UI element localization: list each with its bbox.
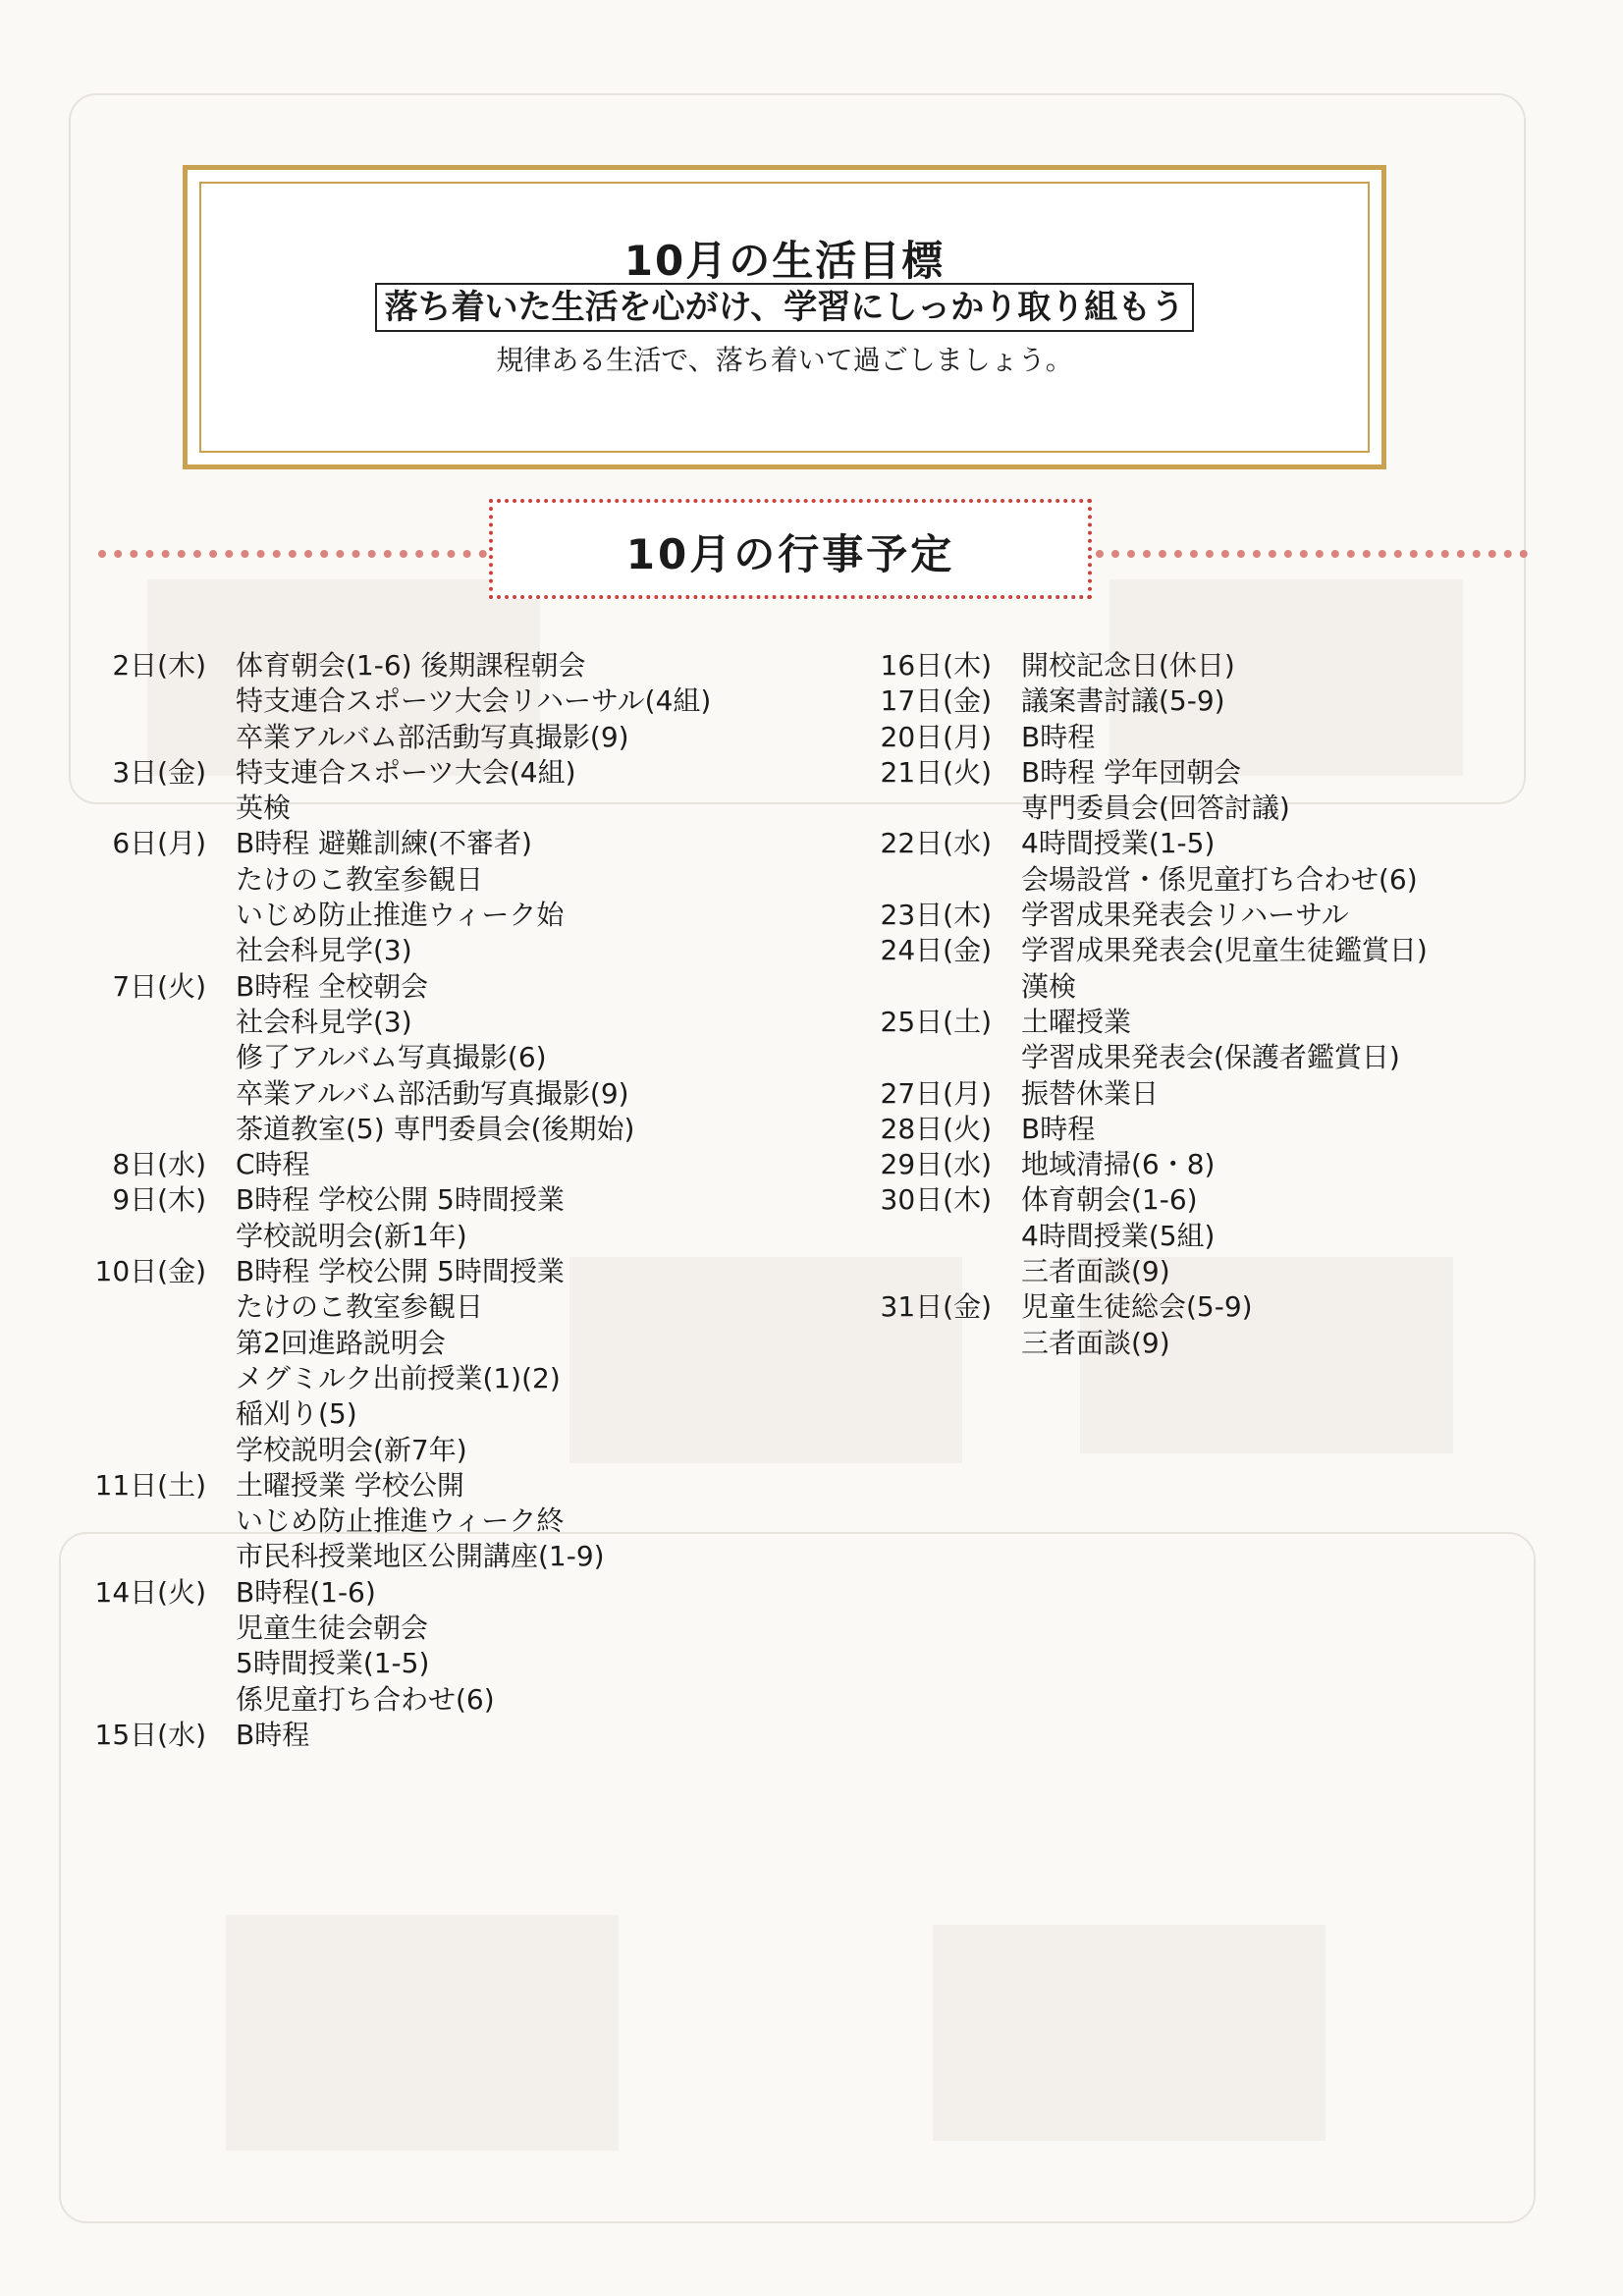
schedule-items: [236, 1182, 805, 1254]
schedule-item: 土曜授業 学校公開: [236, 1468, 464, 1502]
schedule-item: 社会科見学(3): [236, 1005, 412, 1038]
schedule-items: [1021, 826, 1591, 898]
schedule-date: 8日(水): [112, 1148, 206, 1181]
schedule-items: [1021, 648, 1591, 683]
schedule-item: 体育朝会(1-6): [1021, 1183, 1198, 1217]
schedule-item: 4時間授業(5組): [1021, 1219, 1216, 1252]
events-title-box: [489, 499, 1092, 599]
schedule-date: 10日(金): [94, 1255, 206, 1288]
schedule-date: 16日(木): [880, 649, 992, 682]
schedule-entry: [59, 1254, 805, 1468]
schedule-entry: [59, 826, 805, 968]
schedule-items: [1021, 755, 1591, 827]
schedule-date: 25日(土): [880, 1005, 992, 1038]
schedule-entry: [59, 1718, 805, 1753]
goal-slogan-row: [188, 283, 1381, 332]
dotted-rule-left: [98, 550, 487, 558]
schedule-items: [236, 648, 805, 755]
schedule-date: 9日(木): [112, 1183, 206, 1217]
schedule-items: [236, 755, 805, 827]
schedule-items: [1021, 1076, 1591, 1112]
schedule-item: 開校記念日(休日): [1021, 649, 1235, 682]
schedule-date: 7日(火): [112, 969, 206, 1003]
schedule-item: 学習成果発表会(児童生徒鑑賞日): [1021, 934, 1428, 967]
schedule-item: 係児童打ち合わせ(6): [236, 1682, 495, 1716]
schedule-item: 体育朝会(1-6) 後期課程朝会: [236, 649, 586, 682]
schedule-entry: [844, 898, 1591, 933]
schedule-entry: [59, 1182, 805, 1254]
schedule-entry: [844, 720, 1591, 755]
schedule-item: B時程 学校公開 5時間授業: [236, 1255, 565, 1288]
schedule-item: メグミルク出前授業(1)(2): [236, 1361, 561, 1394]
schedule-date: 14日(火): [94, 1575, 206, 1609]
schedule-entry: [844, 683, 1591, 719]
schedule-item: 特支連合スポーツ大会(4組): [236, 755, 576, 789]
schedule-item: 特支連合スポーツ大会リハーサル(4組): [236, 684, 712, 718]
schedule-item: 土曜授業: [1021, 1005, 1132, 1038]
schedule-entry: [844, 1147, 1591, 1182]
schedule-item: 4時間授業(1-5): [1021, 827, 1216, 860]
schedule-item: 会場設営・係児童打ち合わせ(6): [1021, 862, 1418, 896]
schedule-items: [236, 1147, 805, 1182]
schedule-item: 卒業アルバム部活動写真撮影(9): [236, 1076, 629, 1110]
schedule-item: 卒業アルバム部活動写真撮影(9): [236, 720, 629, 753]
schedule-item: 児童生徒会朝会: [236, 1612, 429, 1645]
schedule-entry: [844, 755, 1591, 827]
dotted-rule-right: [1096, 550, 1528, 558]
schedule-item: いじめ防止推進ウィーク始: [236, 899, 565, 932]
schedule-item: たけのこ教室参観日: [236, 1290, 484, 1324]
monthly-goal-box: [183, 165, 1386, 469]
schedule-entry: [844, 1005, 1591, 1076]
schedule-items: [1021, 1112, 1591, 1147]
background-photo: [933, 1925, 1325, 2141]
schedule-items: [1021, 933, 1591, 1005]
schedule-left-column: [59, 648, 805, 1753]
schedule-entry: [59, 1147, 805, 1182]
schedule-item: たけのこ教室参観日: [236, 862, 484, 896]
schedule-items: [1021, 1005, 1591, 1076]
schedule-item: 専門委員会(回答討議): [1021, 792, 1290, 825]
schedule-item: 社会科見学(3): [236, 934, 412, 967]
schedule-entry: [844, 1182, 1591, 1289]
schedule-entry: [59, 648, 805, 755]
schedule-date: 24日(金): [880, 934, 992, 967]
schedule-item: C時程: [236, 1148, 310, 1181]
schedule-item: 第2回進路説明会: [236, 1326, 446, 1359]
schedule-item: いじめ防止推進ウィーク終: [236, 1504, 565, 1538]
schedule-item: B時程(1-6): [236, 1575, 376, 1609]
schedule-date: 17日(金): [880, 684, 992, 718]
schedule-item: 茶道教室(5) 専門委員会(後期始): [236, 1112, 635, 1145]
schedule-right-column: [844, 648, 1591, 1361]
schedule-item: 学校説明会(新1年): [236, 1219, 467, 1252]
schedule-item: 修了アルバム写真撮影(6): [236, 1041, 547, 1074]
schedule-date: 11日(土): [94, 1468, 206, 1502]
schedule-items: [1021, 1289, 1591, 1361]
schedule-items: [236, 1575, 805, 1718]
schedule-item: 学習成果発表会(保護者鑑賞日): [1021, 1041, 1400, 1074]
schedule-items: [236, 1254, 805, 1468]
schedule-date: 20日(月): [880, 720, 992, 753]
schedule-item: 三者面談(9): [1021, 1326, 1170, 1359]
schedule-items: [1021, 898, 1591, 933]
schedule-item: 振替休業日: [1021, 1076, 1160, 1110]
schedule-date: 6日(月): [112, 827, 206, 860]
schedule-date: 31日(金): [880, 1290, 992, 1324]
schedule-item: B時程 避難訓練(不審者): [236, 827, 532, 860]
schedule-entry: [59, 1575, 805, 1718]
schedule-date: 22日(水): [880, 827, 992, 860]
schedule-date: 15日(水): [94, 1718, 206, 1751]
schedule-items: [236, 1468, 805, 1575]
schedule-entry: [844, 1076, 1591, 1112]
schedule-items: [236, 1718, 805, 1753]
schedule-entry: [59, 1468, 805, 1575]
schedule-item: 児童生徒総会(5-9): [1021, 1290, 1253, 1324]
schedule-item: B時程 学年団朝会: [1021, 755, 1242, 789]
schedule-item: B時程: [1021, 1112, 1096, 1145]
schedule-date: 28日(火): [880, 1112, 992, 1145]
schedule-entry: [844, 1289, 1591, 1361]
schedule-items: [236, 969, 805, 1147]
schedule-entry: [59, 969, 805, 1147]
schedule-date: 21日(火): [880, 755, 992, 789]
schedule-items: [236, 826, 805, 968]
schedule-item: B時程 全校朝会: [236, 969, 429, 1003]
schedule-item: 学習成果発表会リハーサル: [1021, 899, 1349, 932]
schedule-item: B時程: [1021, 720, 1096, 753]
schedule-entry: [844, 648, 1591, 683]
schedule-item: 稲刈り(5): [236, 1397, 357, 1431]
schedule-entry: [59, 755, 805, 827]
schedule-item: B時程 学校公開 5時間授業: [236, 1183, 565, 1217]
schedule-entry: [844, 1112, 1591, 1147]
schedule-items: [1021, 1147, 1591, 1182]
background-photo: [226, 1915, 619, 2151]
schedule-item: 漢検: [1021, 969, 1077, 1003]
schedule-date: 2日(木): [112, 649, 206, 682]
schedule-date: 23日(木): [880, 899, 992, 932]
goal-title: 10月の生活目標: [623, 237, 946, 285]
schedule-items: [1021, 1182, 1591, 1289]
schedule-item: 三者面談(9): [1021, 1255, 1170, 1288]
schedule-item: 議案書討議(5-9): [1021, 684, 1225, 718]
schedule-item: 学校説明会(新7年): [236, 1433, 467, 1466]
goal-subtitle: 規律ある生活で、落ち着いて過ごしましょう。: [496, 344, 1073, 376]
schedule-items: [1021, 720, 1591, 755]
events-title: 10月の行事予定: [625, 530, 955, 578]
schedule-date: 3日(金): [112, 755, 206, 789]
schedule-item: 5時間授業(1-5): [236, 1647, 430, 1680]
schedule-item: 地域清掃(6・8): [1021, 1148, 1216, 1181]
schedule-item: 英検: [236, 792, 292, 825]
schedule-date: 29日(水): [880, 1148, 992, 1181]
goal-slogan: 落ち着いた生活を心がけ、学習にしっかり取り組もう: [375, 283, 1195, 332]
schedule-entry: [844, 826, 1591, 898]
schedule-entry: [844, 933, 1591, 1005]
schedule-item: 市民科授業地区公開講座(1-9): [236, 1540, 605, 1573]
schedule-date: 30日(木): [880, 1183, 992, 1217]
schedule-item: B時程: [236, 1718, 310, 1751]
schedule-date: 27日(月): [880, 1076, 992, 1110]
schedule-items: [1021, 683, 1591, 719]
